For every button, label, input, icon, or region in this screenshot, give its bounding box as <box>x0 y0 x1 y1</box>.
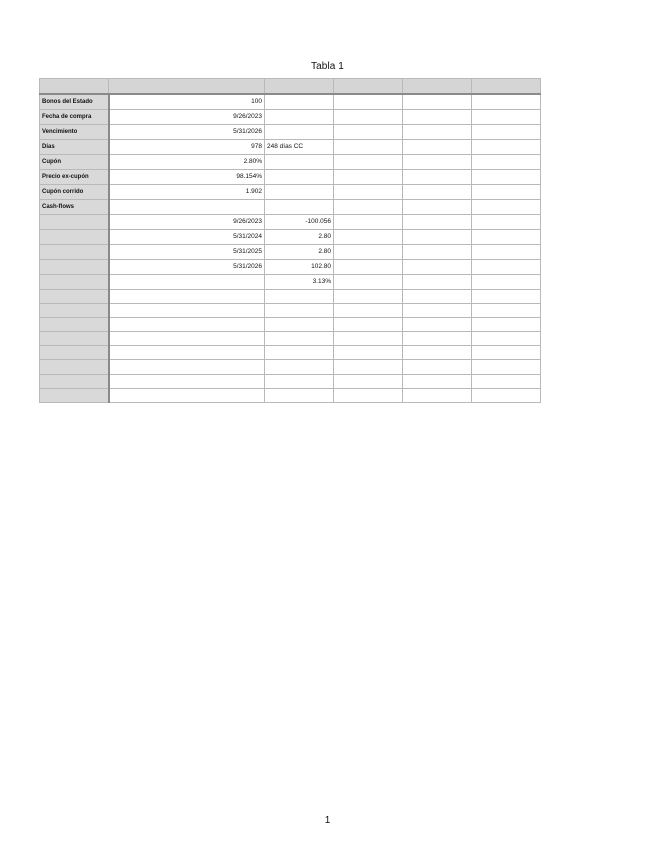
table-row <box>40 303 541 317</box>
table-cell <box>403 303 472 317</box>
row-label-cell: Bonos del Estado <box>40 94 109 110</box>
table-row <box>40 229 541 244</box>
table-cell <box>472 199 541 214</box>
row-label-cell: Cupón corrido <box>40 184 109 199</box>
table-row <box>40 360 541 374</box>
table-cell: 100 <box>109 94 265 110</box>
column-header <box>403 79 472 94</box>
column-header <box>265 79 334 94</box>
table-cell <box>334 94 403 110</box>
table-cell <box>403 169 472 184</box>
table-cell <box>265 388 334 402</box>
table-cell <box>334 289 403 303</box>
table-cell <box>265 199 334 214</box>
table-cell <box>109 199 265 214</box>
table-cell: 5/31/2026 <box>109 259 265 274</box>
table-cell <box>334 317 403 331</box>
table-cell <box>334 184 403 199</box>
table-cell: 102.80 <box>265 259 334 274</box>
row-label-cell <box>40 289 109 303</box>
table-cell <box>472 360 541 374</box>
row-label-cell <box>40 388 109 402</box>
table-cell <box>109 346 265 360</box>
table-cell <box>403 259 472 274</box>
table-cell: 248 días CC <box>265 139 334 154</box>
table-cell <box>403 184 472 199</box>
table-cell <box>403 346 472 360</box>
row-label-cell: Cupón <box>40 154 109 169</box>
table-cell <box>403 274 472 289</box>
table-row <box>40 109 541 124</box>
table-cell <box>472 154 541 169</box>
table-cell <box>472 274 541 289</box>
table-cell <box>403 94 472 110</box>
table-cell: 1.902 <box>109 184 265 199</box>
row-label-cell: Fecha de compra <box>40 109 109 124</box>
row-label-cell: Precio ex-cupón <box>40 169 109 184</box>
page-number: 1 <box>324 815 331 826</box>
table-cell <box>472 109 541 124</box>
table-row <box>40 317 541 331</box>
table-cell <box>403 214 472 229</box>
table-cell <box>265 124 334 139</box>
table-cell <box>109 332 265 346</box>
table-row <box>40 374 541 388</box>
table-cell <box>334 259 403 274</box>
table-cell: 2.80 <box>265 229 334 244</box>
column-header <box>334 79 403 94</box>
table-cell <box>403 154 472 169</box>
table-cell <box>472 303 541 317</box>
table-cell <box>472 289 541 303</box>
row-label-cell <box>40 303 109 317</box>
spreadsheet-table <box>39 78 541 403</box>
row-label-cell <box>40 214 109 229</box>
table-row <box>40 139 541 154</box>
table-row <box>40 244 541 259</box>
table-cell <box>472 374 541 388</box>
corner-cell <box>40 79 109 94</box>
table-cell <box>334 244 403 259</box>
table-cell <box>334 360 403 374</box>
header-row <box>40 79 541 94</box>
row-label-cell <box>40 346 109 360</box>
table-row <box>40 332 541 346</box>
table-cell <box>334 346 403 360</box>
table-cell <box>472 184 541 199</box>
table-cell: 5/31/2026 <box>109 124 265 139</box>
table-row <box>40 154 541 169</box>
table-cell <box>403 244 472 259</box>
table-cell <box>472 317 541 331</box>
table-cell <box>403 317 472 331</box>
table-cell <box>472 229 541 244</box>
row-label-cell <box>40 244 109 259</box>
page-title: Tabla 1 <box>311 61 344 72</box>
table-cell <box>109 360 265 374</box>
column-header <box>472 79 541 94</box>
row-label-cell <box>40 332 109 346</box>
table-cell <box>109 274 265 289</box>
row-label-cell <box>40 317 109 331</box>
table-cell <box>334 229 403 244</box>
table-cell <box>265 317 334 331</box>
table-cell <box>265 360 334 374</box>
table-cell: 5/31/2025 <box>109 244 265 259</box>
table-cell <box>472 139 541 154</box>
table-cell: 2.80 <box>265 244 334 259</box>
table-row <box>40 259 541 274</box>
table-row <box>40 346 541 360</box>
row-label-cell <box>40 259 109 274</box>
table-row <box>40 199 541 214</box>
table-cell: 9/26/2023 <box>109 109 265 124</box>
table-cell <box>334 388 403 402</box>
table-row <box>40 184 541 199</box>
table-cell <box>109 303 265 317</box>
table-row <box>40 94 541 110</box>
table-cell: 98.154% <box>109 169 265 184</box>
row-label-cell <box>40 374 109 388</box>
table-cell <box>334 139 403 154</box>
table-cell <box>334 109 403 124</box>
table-cell <box>334 169 403 184</box>
table-row <box>40 124 541 139</box>
table-cell <box>109 289 265 303</box>
row-label-cell <box>40 274 109 289</box>
table-cell <box>472 94 541 110</box>
table-cell <box>403 109 472 124</box>
table-cell <box>472 244 541 259</box>
table-row <box>40 169 541 184</box>
table-cell <box>109 317 265 331</box>
table-cell <box>334 124 403 139</box>
table-cell: 9/26/2023 <box>109 214 265 229</box>
table-cell <box>109 388 265 402</box>
table-row <box>40 289 541 303</box>
table-cell <box>334 274 403 289</box>
table-cell <box>403 289 472 303</box>
table-cell <box>334 332 403 346</box>
table-row <box>40 214 541 229</box>
row-label-cell: Cash-flows <box>40 199 109 214</box>
table-cell <box>265 169 334 184</box>
table-cell <box>403 374 472 388</box>
table-cell <box>403 199 472 214</box>
table-cell: 978 <box>109 139 265 154</box>
table-cell <box>334 199 403 214</box>
table-cell: 5/31/2024 <box>109 229 265 244</box>
table-cell: 2.80% <box>109 154 265 169</box>
table-cell <box>334 214 403 229</box>
table-cell <box>403 229 472 244</box>
table-cell <box>265 109 334 124</box>
table-cell <box>472 346 541 360</box>
row-label-cell: Días <box>40 139 109 154</box>
table-cell <box>403 139 472 154</box>
column-header <box>109 79 265 94</box>
table-cell <box>472 169 541 184</box>
table-cell <box>265 303 334 317</box>
table-cell <box>472 124 541 139</box>
table-cell: 3.13% <box>265 274 334 289</box>
row-label-cell <box>40 360 109 374</box>
table-cell <box>265 94 334 110</box>
table-cell: -100.056 <box>265 214 334 229</box>
table-cell <box>334 374 403 388</box>
table-cell <box>403 124 472 139</box>
table-cell <box>334 154 403 169</box>
table-cell <box>472 214 541 229</box>
table-cell <box>265 346 334 360</box>
table-cell <box>472 388 541 402</box>
table-cell <box>265 154 334 169</box>
table-cell <box>403 332 472 346</box>
table-cell <box>403 388 472 402</box>
table-cell <box>265 289 334 303</box>
table-cell <box>403 360 472 374</box>
table-cell <box>472 259 541 274</box>
table-row <box>40 388 541 402</box>
table-cell <box>265 184 334 199</box>
row-label-cell: Vencimiento <box>40 124 109 139</box>
table-cell <box>265 374 334 388</box>
row-label-cell <box>40 229 109 244</box>
table-cell <box>472 332 541 346</box>
table-cell <box>265 332 334 346</box>
table-cell <box>334 303 403 317</box>
table-cell <box>109 374 265 388</box>
table-row <box>40 274 541 289</box>
